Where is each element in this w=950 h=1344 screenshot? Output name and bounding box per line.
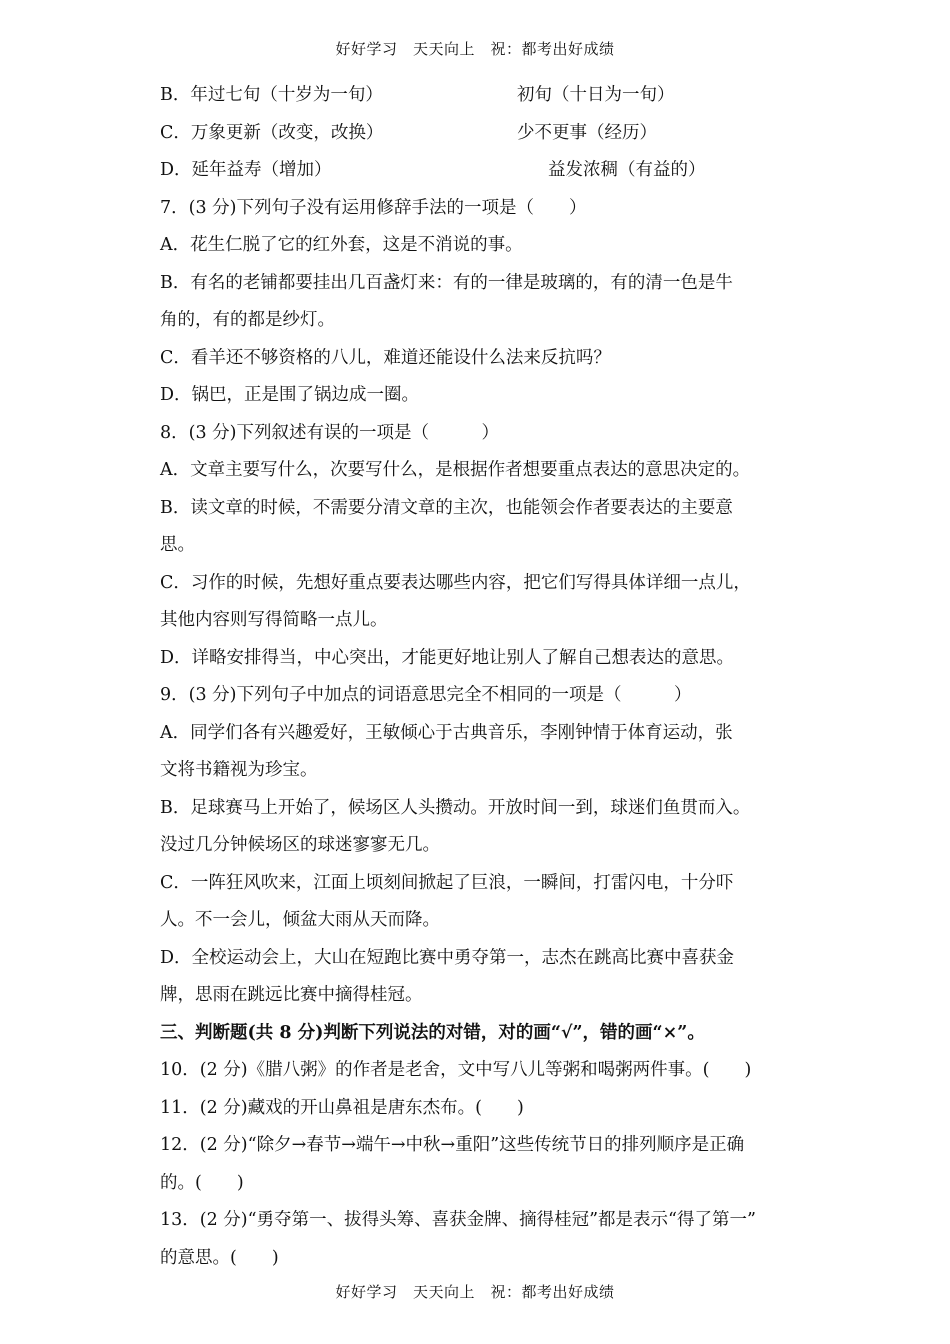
q7-stem: 7．(3 分)下列句子没有运用修辞手法的一项是（ ） [160,197,587,218]
q9-option-a-line1: A．同学们各有兴趣爱好，王敏倾心于古典音乐，李刚钟情于体育运动，张 [160,722,733,743]
q6-option-d-left: D．延年益寿（增加） [160,160,332,180]
q9-stem: 9．(3 分)下列句子中加点的词语意思完全不相同的一项是（ ） [160,685,692,705]
q6-option-d-right: 益发浓稠（有益的） [548,160,706,180]
q9-option-a-line2: 文将书籍视为珍宝。 [160,760,318,780]
q8-option-d: D．详略安排得当，中心突出，才能更好地让别人了解自己想表达的意思。 [160,647,735,668]
q8-stem: 8．(3 分)下列叙述有误的一项是（ ） [160,422,499,443]
q9-option-c-line2: 人。不一会儿，倾盆大雨从天而降。 [160,910,440,930]
q8-option-b-line2: 思。 [160,535,195,555]
q6-option-d-row [160,152,810,190]
q6-option-c-left: C．万象更新（改变，改换） [160,122,384,143]
section-3-heading: 三、判断题(共 8 分)判断下列说法的对错，对的画“√”，错的画“×”。 [160,1022,705,1043]
q11: 11．(2 分)藏戏的开山鼻祖是唐东杰布。( ) [160,1097,524,1118]
question-content [160,77,810,1277]
q7-option-d: D．锅巴，正是围了锅边成一圈。 [160,385,420,405]
q6-option-c-row [160,115,810,153]
q6-option-b-right: 初旬（十日为一旬） [517,85,675,105]
q7-option-b-line2: 角的，有的都是纱灯。 [160,310,335,330]
q10: 10．(2 分)《腊八粥》的作者是老舍，文中写八儿等粥和喝粥两件事。( ) [160,1060,752,1080]
q6-option-c-right: 少不更事（经历） [517,122,657,143]
q7-option-a: A．花生仁脱了它的红外套，这是不消说的事。 [160,235,523,255]
q13-line2: 的意思。( ) [160,1247,279,1268]
page-footer: 好好学习 天天向上 祝：都考出好成绩 [335,1283,615,1301]
q12-line1: 12．(2 分)“除夕→春节→端午→中秋→重阳”这些传统节日的排列顺序是正确 [160,1135,745,1155]
q8-option-c-line2: 其他内容则写得简略一点儿。 [160,610,388,630]
q9-option-d-line1: D．全校运动会上，大山在短跑比赛中勇夺第一，志杰在跳高比赛中喜获金 [160,947,735,968]
q9-option-b-line2: 没过几分钟候场区的球迷寥寥无几。 [160,835,440,855]
q13-line1: 13．(2 分)“勇夺第一、拔得头筹、喜获金牌、摘得桂冠”都是表示“得了第一” [160,1210,756,1230]
q9-option-b-line1: B．足球赛马上开始了，候场区人头攒动。开放时间一到，球迷们鱼贯而入。 [160,797,751,818]
q7-option-b-line1: B．有名的老铺都要挂出几百盏灯来：有的一律是玻璃的，有的清一色是牛 [160,272,733,293]
q12-line2: 的。( ) [160,1172,244,1193]
q7-option-c: C．看羊还不够资格的八儿，难道还能设什么法来反抗吗？ [160,347,611,368]
q6-option-b-row [160,77,810,115]
q8-option-b-line1: B．读文章的时候，不需要分清文章的主次，也能领会作者要表达的主要意 [160,497,733,518]
q8-option-c-line1: C．习作的时候，先想好重点要表达哪些内容，把它们写得具体详细一点儿， [160,572,751,593]
page-header: 好好学习 天天向上 祝：都考出好成绩 [335,40,615,58]
q8-option-a: A．文章主要写什么，次要写什么，是根据作者想要重点表达的意思决定的。 [160,460,751,480]
q6-option-b-left: B．年过七旬（十岁为一旬） [160,85,383,105]
q9-option-d-line2: 牌，思雨在跳远比赛中摘得桂冠。 [160,985,423,1005]
q9-option-c-line1: C．一阵狂风吹来，江面上顷刻间掀起了巨浪，一瞬间，打雷闪电，十分吓 [160,872,734,893]
